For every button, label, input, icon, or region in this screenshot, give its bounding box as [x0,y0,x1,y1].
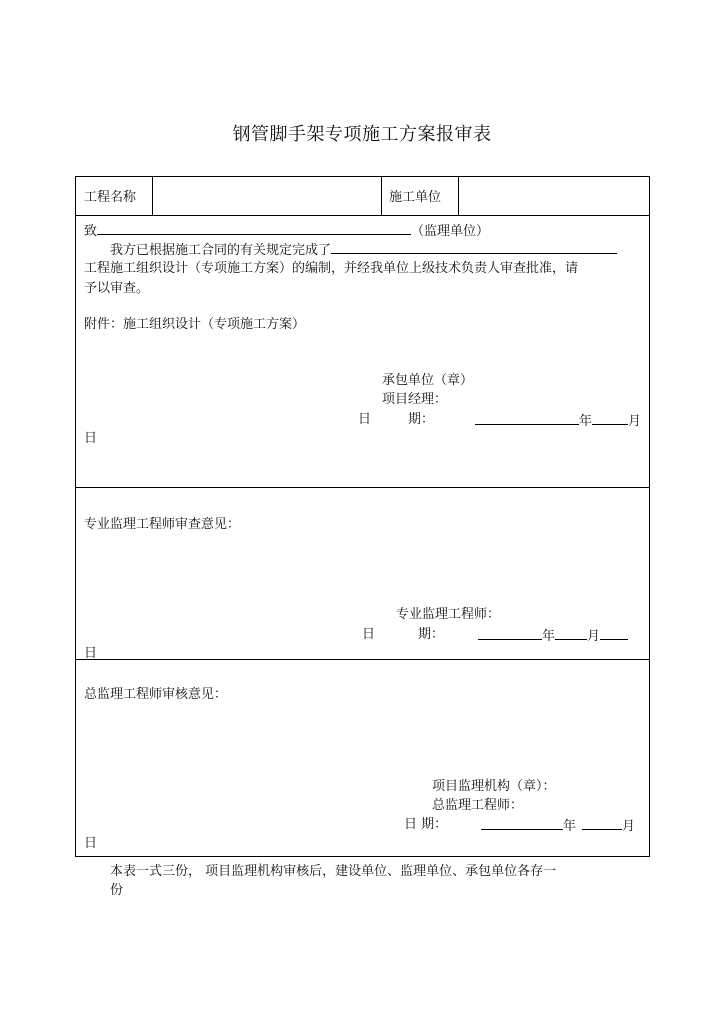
year-blank[interactable] [481,817,563,830]
chief-opinion-heading: 总监理工程师审核意见： [84,687,228,702]
project-name-label: 工程名称 [84,190,137,205]
month-blank[interactable] [555,627,587,640]
completion-text: 我方已根据施工合同的有关规定完成了 [110,243,332,258]
month-blank[interactable] [582,817,622,830]
date-ri: 日 [358,412,372,427]
body-line-3: 予以审查。 [84,281,150,296]
date-line [481,817,635,835]
specialist-opinion-heading: 专业监理工程师审查意见： [84,517,241,532]
year-blank[interactable] [478,627,542,640]
date-qi: 期： [418,627,445,642]
day-label: 日 [84,646,98,661]
supervisor-unit-blank[interactable] [97,222,411,235]
day-label: 日 [84,836,98,851]
to-prefix: 致 [84,224,98,239]
to-suffix: （监理单位） [411,224,490,239]
year-blank[interactable] [475,412,579,425]
header-row [76,177,649,216]
date-ri: 日 [362,627,376,642]
contractor-seal: 承包单位（章） [382,373,474,388]
to-line [84,222,489,240]
date-qi: 期： [408,412,435,427]
year-label: 年 [563,819,577,834]
divider [381,177,382,215]
divider [152,177,153,215]
month-label: 月 [622,819,636,834]
page-title: 钢管脚手架专项施工方案报审表 [232,124,492,145]
project-manager-label: 项目经理： [382,392,448,407]
chief-engineer-label: 总监理工程师： [432,798,524,813]
year-label: 年 [542,629,556,644]
date-label: 日 期： [404,817,448,832]
completion-line [110,241,617,259]
supervision-agency-label: 项目监理机构（章）： [432,779,556,794]
footer-note-line2: 份 [110,883,124,898]
body-line-2: 工程施工组织设计（专项施工方案）的编制，并经我单位上级技术负责人审查批准，请 [84,261,579,276]
month-label: 月 [587,629,601,644]
date-line [475,412,641,430]
day-blank[interactable] [600,627,628,640]
specialist-engineer-label: 专业监理工程师： [396,607,501,622]
date-line [478,627,628,645]
section-divider [76,487,649,488]
approval-form [75,176,650,857]
attachment-line: 附件：施工组织设计（专项施工方案） [84,317,306,332]
month-label: 月 [628,414,642,429]
footer-note-line1: 本表一式三份， 项目监理机构审核后，建设单位、监理单位、承包单位各存一 [110,864,557,879]
section-divider [76,659,649,660]
year-label: 年 [579,414,593,429]
day-label: 日 [84,431,98,446]
contractor-label: 施工单位 [389,190,442,205]
completion-blank[interactable] [331,241,617,254]
month-blank[interactable] [592,412,628,425]
divider [458,177,459,215]
